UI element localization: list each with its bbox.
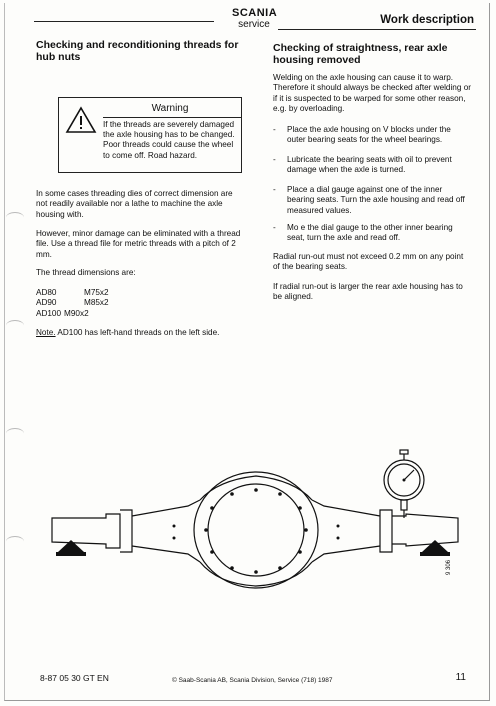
left-axle-shaft xyxy=(52,514,120,548)
dimension-model: AD100 xyxy=(36,308,62,318)
warning-text: If the threads are severely damaged the axle housing has to be changed. Poor threads could cause the wheel to come off. Road hazard. xyxy=(103,120,235,160)
binder-hole-mark xyxy=(6,320,24,331)
banjo-opening xyxy=(208,484,304,576)
right-section-title: Checking of straightness, rear axle housing removed xyxy=(273,42,448,66)
document-number: 8-87 05 30 GT EN xyxy=(40,673,109,683)
dimension-row xyxy=(36,288,186,298)
figure-code: 9 306 xyxy=(446,559,452,575)
warning-heading: Warning xyxy=(151,103,189,114)
copyright: © Saab-Scania AB, Scania Division, Service (718) 1987 xyxy=(172,677,333,684)
note-label: Note. xyxy=(36,328,56,337)
paragraph-dies: In some cases threading dies of correct dimension are not readily available nor a lathe to machine the axle housing with. xyxy=(36,189,233,219)
dimension-row xyxy=(36,298,186,308)
step-item xyxy=(273,125,471,146)
paragraph-runout-limit: Radial run-out must not exceed 0.2 mm on any point of the bearing seats. xyxy=(273,252,464,272)
left-section-header xyxy=(36,39,248,63)
right-bearing-seat xyxy=(380,510,392,552)
step-text: Lubricate the bearing seats with oil to prevent damage when the axle is turned. xyxy=(287,155,452,175)
step-dash: - xyxy=(273,223,276,232)
binder-hole-mark xyxy=(6,428,24,439)
brand-logo: SCANIA xyxy=(232,7,278,19)
right-v-block xyxy=(422,540,448,552)
paragraph-welding-intro: Welding on the axle housing can cause it to warp. Therefore it should always be checked after welding or if it is suspected to be warped for some other reason, e.g. by overloading. xyxy=(273,73,471,113)
step-text: Place the axle housing on V blocks under the outer bearing seats for the wheel bearings. xyxy=(287,125,451,145)
warning-box xyxy=(58,97,242,173)
binder-hole-mark xyxy=(6,536,24,547)
note xyxy=(36,328,246,338)
warning-divider xyxy=(103,117,241,118)
right-section-header xyxy=(273,42,473,66)
paragraph-alignment: If radial run-out is larger the rear axle housing has to be aligned. xyxy=(273,282,463,302)
note-text: AD100 has left-hand threads on the left side. xyxy=(55,328,220,337)
warning-triangle-icon xyxy=(65,106,97,134)
step-item xyxy=(273,155,471,176)
left-section-title: Checking and reconditioning threads for hub nuts xyxy=(36,39,239,63)
right-axle-shaft xyxy=(392,514,458,546)
step-text: Mo e the dial gauge to the other inner bearing seat, turn the axle and read off. xyxy=(287,223,453,243)
step-dash: - xyxy=(273,155,276,164)
header-rule-left xyxy=(34,21,214,22)
dimension-thread: M90x2 xyxy=(64,308,89,318)
dimension-thread: M85x2 xyxy=(84,298,109,308)
step-item xyxy=(273,185,471,216)
header-rule-right xyxy=(278,29,476,30)
dimension-model: AD90 xyxy=(36,298,57,308)
axle-housing-diagram xyxy=(48,436,468,596)
dimension-thread: M75x2 xyxy=(84,288,109,297)
dimension-model: AD80 xyxy=(36,288,57,297)
thread-dimensions-list xyxy=(36,288,186,319)
brand-subtitle: service xyxy=(238,19,270,30)
step-item xyxy=(273,223,471,244)
step-dash: - xyxy=(273,125,276,134)
page-number: 11 xyxy=(455,672,466,683)
paragraph-thread-file: However, minor damage can be eliminated with a thread file. Use a thread file for metric threads with a pitch of 2 mm. xyxy=(36,229,241,259)
step-text: Place a dial gauge against one of the inner bearing seats. Turn the axle housing and read off measured values. xyxy=(287,185,465,215)
document-type: Work description xyxy=(380,14,474,26)
dial-gauge-icon xyxy=(384,450,424,518)
left-bearing-seat xyxy=(120,510,132,552)
step-dash: - xyxy=(273,185,276,194)
dimension-row xyxy=(36,309,186,319)
paragraph-dimensions-intro: The thread dimensions are: xyxy=(36,268,136,277)
binder-hole-mark xyxy=(6,212,24,223)
